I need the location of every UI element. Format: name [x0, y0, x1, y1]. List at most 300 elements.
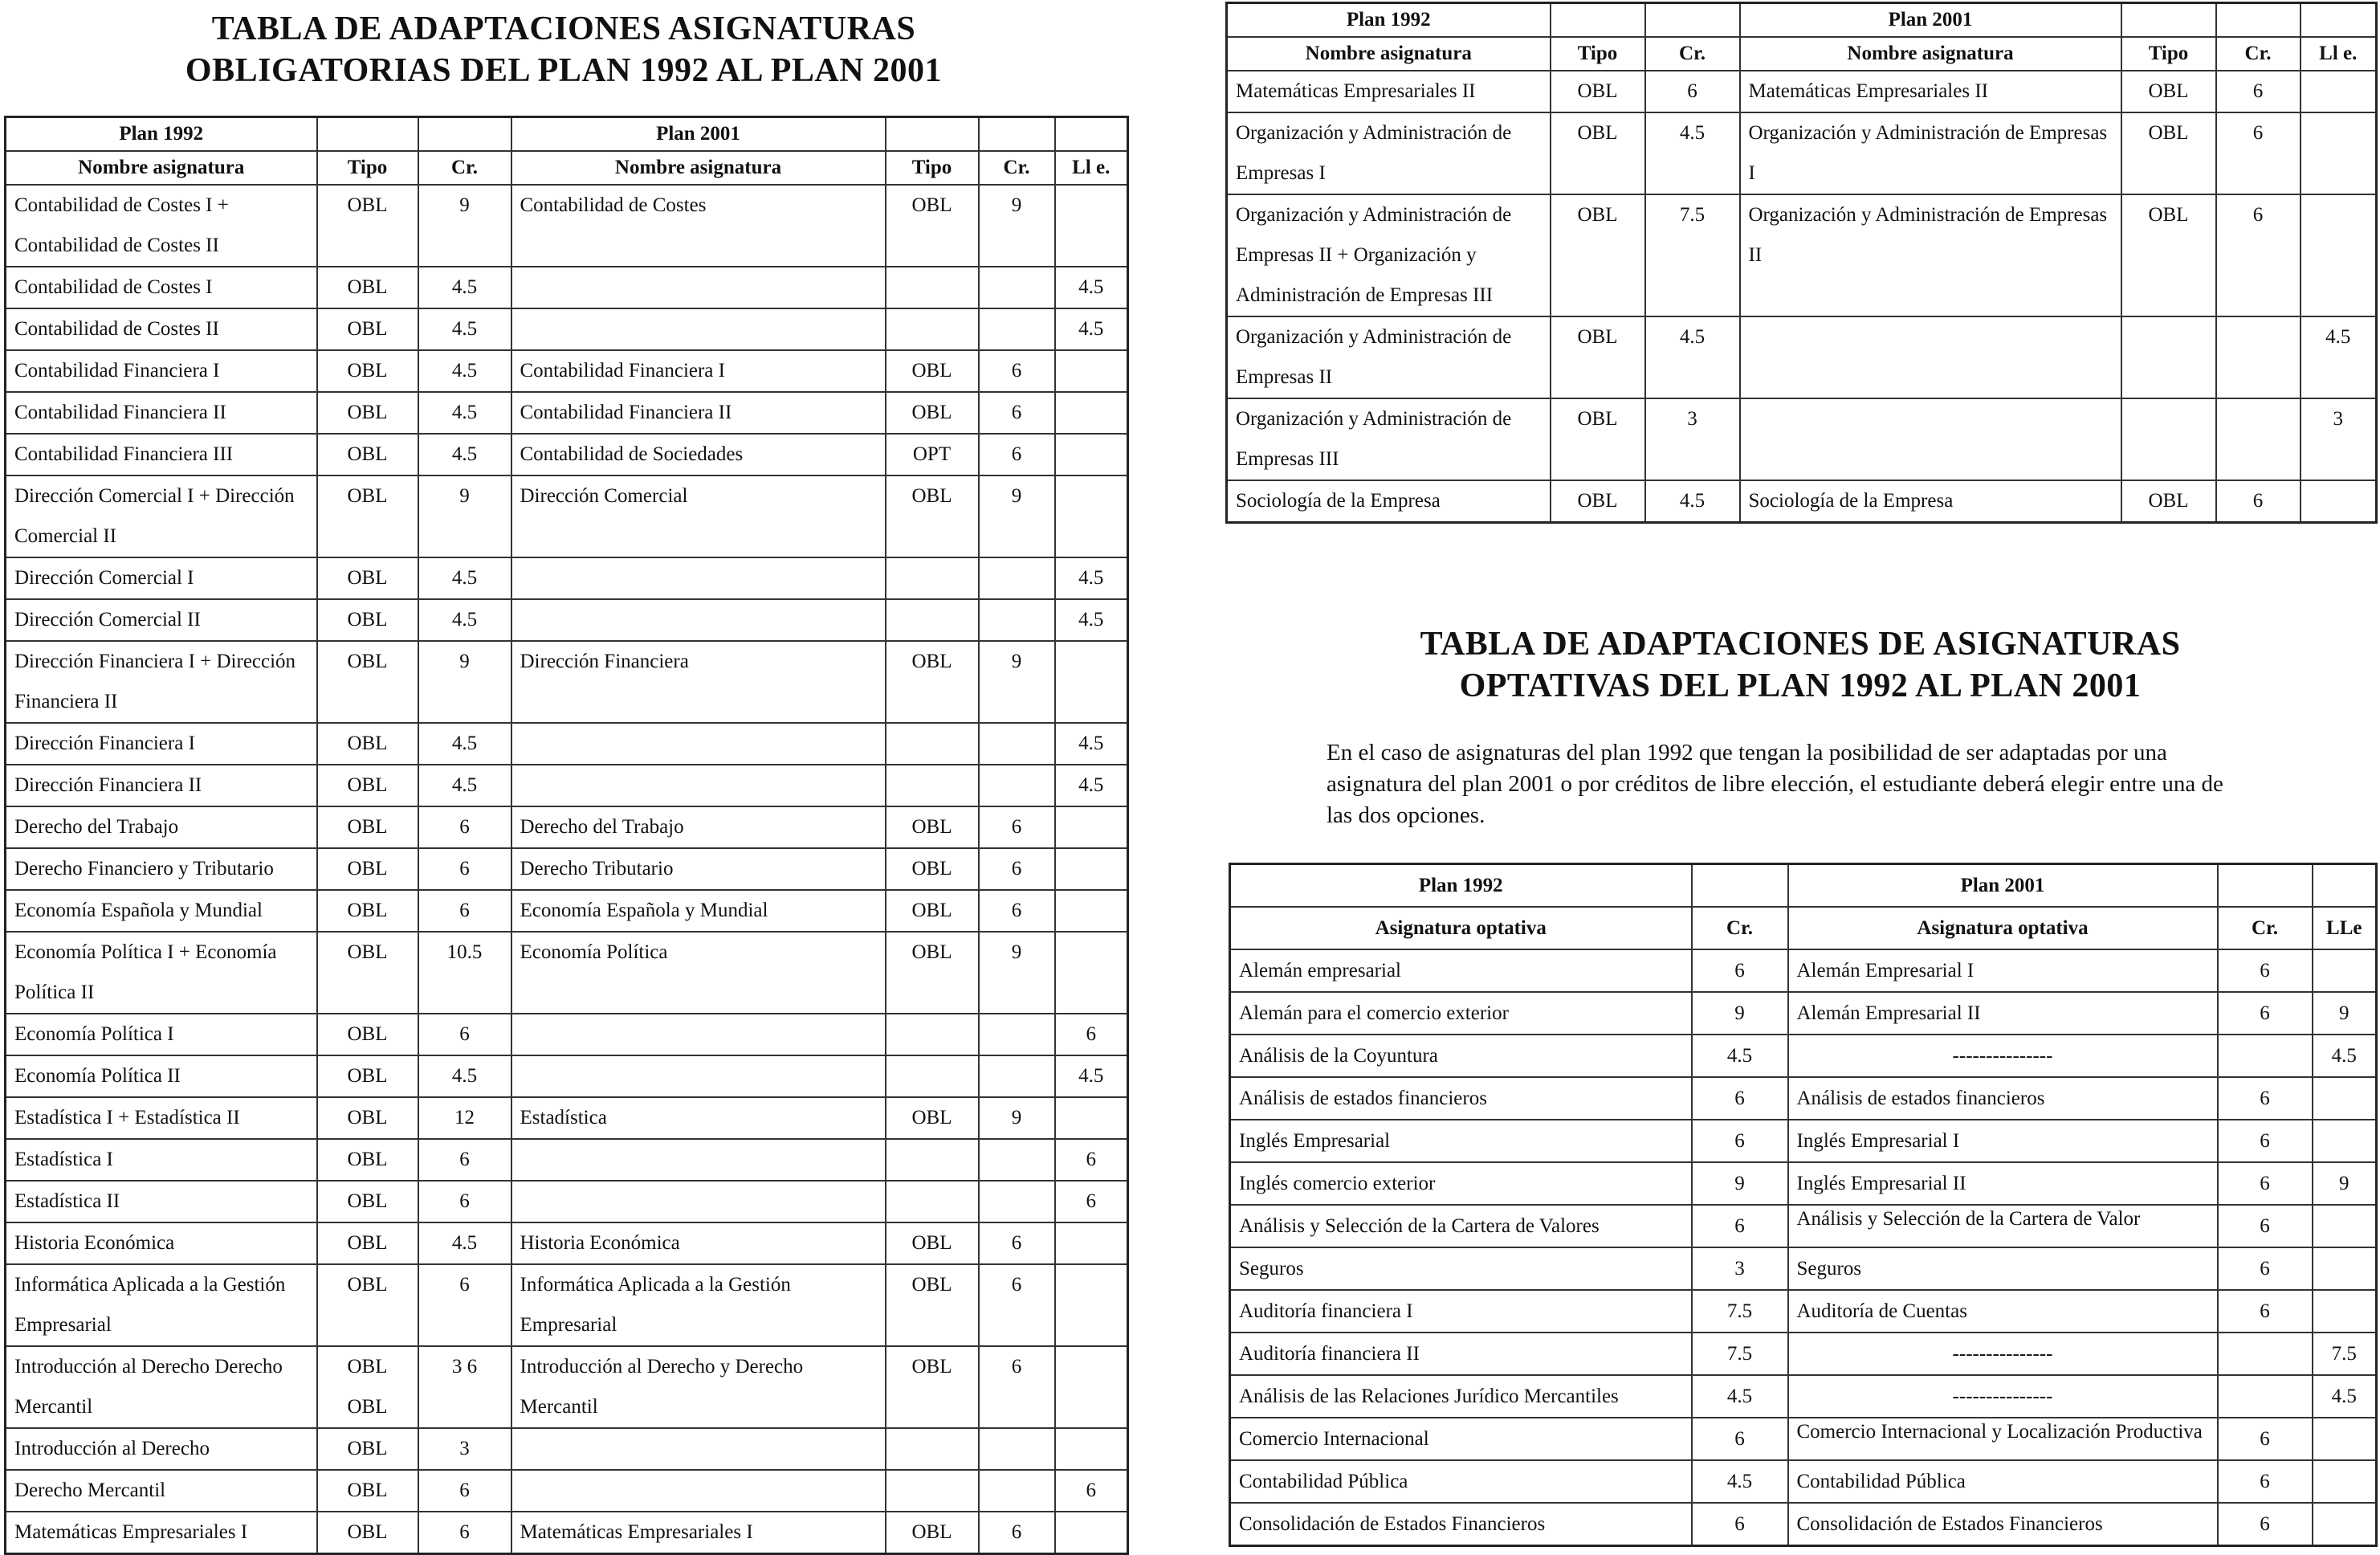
- free-credits: [1055, 641, 1128, 723]
- credits-2001: [979, 267, 1055, 308]
- subject-2001: Matemáticas Empresariales I: [511, 1512, 886, 1554]
- free-credits: [1055, 350, 1128, 392]
- header-lle: Ll e.: [2301, 37, 2377, 71]
- free-credits: 4.5: [1055, 267, 1128, 308]
- header-cr-2001: Cr.: [979, 151, 1055, 185]
- subject-1992: Análisis de estados financieros: [1230, 1077, 1692, 1120]
- subject-1992: Inglés comercio exterior: [1230, 1162, 1692, 1205]
- type-1992: OBL: [317, 434, 418, 475]
- header-cr-1992: Cr.: [1645, 37, 1740, 71]
- free-credits: [2313, 949, 2377, 992]
- header-cr-1992: Cr.: [1692, 907, 1788, 949]
- optativas-note: En el caso de asignaturas del plan 1992 que tengan la posibilidad de ser adaptadas por una asignatura del plan 2001 o por créditos de libre elección, el estudiante deberá elegir entre una de las dos opciones.: [1327, 740, 2223, 828]
- subject-2001: ---------------: [1788, 1035, 2218, 1077]
- credits-1992: 4.5: [418, 267, 511, 308]
- free-credits: [2313, 1120, 2377, 1162]
- type-2001: [2121, 398, 2216, 480]
- subject-1992: Contabilidad Financiera I: [6, 350, 317, 392]
- table-row: [1230, 1375, 2377, 1418]
- type-1992: OBL: [317, 932, 418, 1014]
- credits-2001: [979, 765, 1055, 806]
- type-1992: OBL: [317, 475, 418, 557]
- header-cr-2001: Cr.: [2216, 37, 2301, 71]
- table-row: [1230, 1162, 2377, 1205]
- obligatorias-table: [4, 116, 1129, 1555]
- header-blank: [1551, 3, 1645, 38]
- table-row: [6, 1139, 1128, 1181]
- type-1992: OBL: [317, 185, 418, 267]
- type-1992: OBL: [317, 1512, 418, 1554]
- table-row: [6, 1222, 1128, 1264]
- table-row: [1227, 112, 2377, 194]
- subject-1992: Inglés Empresarial: [1230, 1120, 1692, 1162]
- free-credits: 3: [2301, 398, 2377, 480]
- header-tipo-2001: Tipo: [886, 151, 979, 185]
- header-blank: [2218, 864, 2313, 908]
- free-credits: 4.5: [1055, 1055, 1128, 1097]
- type-1992: OBL: [317, 350, 418, 392]
- table-row: [1230, 1035, 2377, 1077]
- type-2001: [886, 308, 979, 350]
- credits-1992: 3: [1645, 398, 1740, 480]
- table-row: [6, 723, 1128, 765]
- type-2001: OBL: [886, 1222, 979, 1264]
- type-2001: OBL: [886, 806, 979, 848]
- table-row: [1227, 398, 2377, 480]
- subject-1992: Introducción al Derecho Derecho Mercantil: [6, 1346, 317, 1428]
- subject-1992: Auditoría financiera I: [1230, 1290, 1692, 1333]
- credits-2001: 6: [979, 434, 1055, 475]
- credits-2001: 6: [979, 848, 1055, 890]
- table-row: [6, 765, 1128, 806]
- free-credits: 4.5: [1055, 308, 1128, 350]
- credits-1992: 6: [418, 890, 511, 932]
- type-1992: OBL: [317, 1470, 418, 1512]
- subject-2001: ---------------: [1788, 1375, 2218, 1418]
- free-credits: 4.5: [1055, 557, 1128, 599]
- credits-1992: 9: [418, 641, 511, 723]
- subject-2001: Análisis de estados financieros: [1788, 1077, 2218, 1120]
- credits-2001: 6: [979, 1512, 1055, 1554]
- subject-2001: Contabilidad de Costes: [511, 185, 886, 267]
- type-1992: OBL: [1551, 194, 1645, 316]
- credits-1992: 4.5: [418, 434, 511, 475]
- subject-1992: Estadística I: [6, 1139, 317, 1181]
- credits-2001: 6: [2216, 194, 2301, 316]
- credits-1992: 4.5: [418, 1055, 511, 1097]
- table-row: [6, 267, 1128, 308]
- free-credits: [1055, 932, 1128, 1014]
- subject-2001: Sociología de la Empresa: [1740, 480, 2121, 523]
- header-cr-2001: Cr.: [2218, 907, 2313, 949]
- subject-1992: Organización y Administración de Empresas II + Organización y Administración de Empresas III: [1227, 194, 1551, 316]
- type-1992: OBL: [317, 1428, 418, 1470]
- free-credits: 4.5: [2313, 1035, 2377, 1077]
- credits-2001: 6: [2218, 1290, 2313, 1333]
- credits-2001: [979, 1055, 1055, 1097]
- type-2001: [886, 267, 979, 308]
- header-plan-1992: Plan 1992: [1227, 3, 1551, 38]
- subject-2001: [1740, 398, 2121, 480]
- left-page-title: TABLA DE ADAPTACIONES ASIGNATURAS OBLIGATORIAS DEL PLAN 1992 AL PLAN 2001: [185, 10, 943, 89]
- table-row: [6, 1097, 1128, 1139]
- type-2001: [886, 599, 979, 641]
- subject-1992: Organización y Administración de Empresas III: [1227, 398, 1551, 480]
- type-1992: OBL: [317, 1181, 418, 1222]
- type-2001: [886, 1428, 979, 1470]
- credits-1992: 4.5: [418, 557, 511, 599]
- table-row: [6, 1346, 1128, 1428]
- table-row: [6, 350, 1128, 392]
- table-row: [6, 475, 1128, 557]
- header-blank: [317, 117, 418, 152]
- free-credits: [2313, 1205, 2377, 1247]
- subject-2001: Inglés Empresarial I: [1788, 1120, 2218, 1162]
- credits-1992: 6: [1692, 1503, 1788, 1546]
- subject-2001: Economía Española y Mundial: [511, 890, 886, 932]
- subject-2001: Seguros: [1788, 1247, 2218, 1290]
- free-credits: [1055, 890, 1128, 932]
- subject-1992: Estadística I + Estadística II: [6, 1097, 317, 1139]
- credits-1992: 4.5: [418, 392, 511, 434]
- subject-2001: Matemáticas Empresariales II: [1740, 71, 2121, 112]
- obligatorias-continuation-body: [1227, 71, 2377, 523]
- subject-1992: Derecho Mercantil: [6, 1470, 317, 1512]
- table-row: [6, 1428, 1128, 1470]
- credits-2001: [979, 1428, 1055, 1470]
- free-credits: [2313, 1503, 2377, 1546]
- subject-1992: Alemán para el comercio exterior: [1230, 992, 1692, 1035]
- type-1992: OBL: [317, 1097, 418, 1139]
- subject-2001: Análisis y Selección de la Cartera de Valor: [1788, 1205, 2218, 1247]
- table-row: [1230, 1247, 2377, 1290]
- credits-1992: 4.5: [418, 1222, 511, 1264]
- header-blank: [418, 117, 511, 152]
- free-credits: 7.5: [2313, 1333, 2377, 1375]
- header-asignatura-2001: Asignatura optativa: [1788, 907, 2218, 949]
- type-2001: OBL: [886, 350, 979, 392]
- credits-1992: 6: [1692, 1120, 1788, 1162]
- free-credits: [2313, 1247, 2377, 1290]
- free-credits: [1055, 475, 1128, 557]
- subject-1992: Matemáticas Empresariales II: [1227, 71, 1551, 112]
- subject-1992: Dirección Comercial I + Dirección Comercial II: [6, 475, 317, 557]
- header-plan-2001: Plan 2001: [1788, 864, 2218, 908]
- obligatorias-continuation-table: [1225, 2, 2378, 524]
- subject-1992: Estadística II: [6, 1181, 317, 1222]
- credits-2001: 9: [979, 475, 1055, 557]
- table-row: [1230, 1503, 2377, 1546]
- header-plan-2001: Plan 2001: [511, 117, 886, 152]
- credits-2001: 6: [2218, 1418, 2313, 1460]
- type-2001: [886, 1055, 979, 1097]
- credits-1992: 4.5: [1645, 112, 1740, 194]
- credits-1992: 7.5: [1645, 194, 1740, 316]
- credits-1992: 6: [418, 1139, 511, 1181]
- credits-1992: 6: [1692, 1418, 1788, 1460]
- credits-1992: 7.5: [1692, 1333, 1788, 1375]
- credits-1992: 6: [418, 1014, 511, 1055]
- subject-2001: Derecho Tributario: [511, 848, 886, 890]
- subject-1992: Derecho del Trabajo: [6, 806, 317, 848]
- subject-2001: Introducción al Derecho y Derecho Mercantil: [511, 1346, 886, 1428]
- credits-2001: 6: [2218, 1162, 2313, 1205]
- type-1992: OBL: [1551, 112, 1645, 194]
- type-1992: OBL: [1551, 398, 1645, 480]
- table-row: [1227, 480, 2377, 523]
- table-row: [1230, 1460, 2377, 1503]
- subject-2001: Contabilidad Pública: [1788, 1460, 2218, 1503]
- subject-1992: Economía Política II: [6, 1055, 317, 1097]
- subject-1992: Dirección Comercial II: [6, 599, 317, 641]
- table-row: [6, 890, 1128, 932]
- type-1992: OBL: [317, 848, 418, 890]
- type-2001: [886, 765, 979, 806]
- header-blank: [979, 117, 1055, 152]
- subject-2001: Dirección Financiera: [511, 641, 886, 723]
- credits-2001: 9: [979, 932, 1055, 1014]
- free-credits: 4.5: [2313, 1375, 2377, 1418]
- credits-1992: 4.5: [418, 765, 511, 806]
- subject-1992: Análisis de la Coyuntura: [1230, 1035, 1692, 1077]
- type-2001: [886, 557, 979, 599]
- header-tipo-1992: Tipo: [1551, 37, 1645, 71]
- credits-2001: 6: [2218, 1247, 2313, 1290]
- credits-2001: 6: [2216, 112, 2301, 194]
- header-blank: [2313, 864, 2377, 908]
- free-credits: 4.5: [1055, 765, 1128, 806]
- subject-2001: [511, 765, 886, 806]
- free-credits: 6: [1055, 1139, 1128, 1181]
- free-credits: [2301, 71, 2377, 112]
- subject-1992: Sociología de la Empresa: [1227, 480, 1551, 523]
- free-credits: 4.5: [1055, 599, 1128, 641]
- free-credits: [1055, 848, 1128, 890]
- type-2001: OBL: [886, 890, 979, 932]
- subject-2001: Contabilidad Financiera I: [511, 350, 886, 392]
- subject-1992: Dirección Financiera I + Dirección Financiera II: [6, 641, 317, 723]
- type-2001: OBL: [2121, 71, 2216, 112]
- credits-1992: 3: [418, 1428, 511, 1470]
- table-row: [1227, 316, 2377, 398]
- subject-2001: Contabilidad Financiera II: [511, 392, 886, 434]
- type-1992: OBL: [317, 806, 418, 848]
- header-nombre-2001: Nombre asignatura: [1740, 37, 2121, 71]
- credits-2001: 6: [979, 806, 1055, 848]
- credits-1992: 10.5: [418, 932, 511, 1014]
- credits-2001: 6: [2216, 480, 2301, 523]
- subject-2001: Inglés Empresarial II: [1788, 1162, 2218, 1205]
- type-2001: OBL: [886, 1097, 979, 1139]
- credits-1992: 6: [1692, 949, 1788, 992]
- table-row: [6, 806, 1128, 848]
- subject-2001: [511, 557, 886, 599]
- type-2001: OBL: [886, 1346, 979, 1428]
- type-1992: OBL: [317, 392, 418, 434]
- free-credits: [2313, 1460, 2377, 1503]
- credits-2001: 6: [2218, 1503, 2313, 1546]
- credits-2001: [979, 599, 1055, 641]
- subject-2001: [511, 1470, 886, 1512]
- header-nombre-1992: Nombre asignatura: [6, 151, 317, 185]
- table-row: [6, 185, 1128, 267]
- table-row: [1230, 1077, 2377, 1120]
- subject-2001: [511, 1139, 886, 1181]
- type-1992: OBL: [317, 723, 418, 765]
- table-row: [1230, 1205, 2377, 1247]
- subject-1992: Análisis de las Relaciones Jurídico Mercantiles: [1230, 1375, 1692, 1418]
- free-credits: 4.5: [1055, 723, 1128, 765]
- type-2001: OBL: [886, 475, 979, 557]
- header-blank: [2301, 3, 2377, 38]
- credits-2001: 6: [2218, 1205, 2313, 1247]
- credits-1992: 9: [418, 475, 511, 557]
- header-nombre-1992: Nombre asignatura: [1227, 37, 1551, 71]
- right-page-title: TABLA DE ADAPTACIONES DE ASIGNATURAS OPTATIVAS DEL PLAN 1992 AL PLAN 2001: [1420, 626, 2181, 704]
- credits-2001: [979, 557, 1055, 599]
- header-blank: [1645, 3, 1740, 38]
- subject-1992: Análisis y Selección de la Cartera de Valores: [1230, 1205, 1692, 1247]
- type-1992: OBL: [317, 267, 418, 308]
- header-blank: [2121, 3, 2216, 38]
- subject-1992: Economía Española y Mundial: [6, 890, 317, 932]
- optativas-table: [1229, 863, 2378, 1547]
- credits-2001: 6: [2218, 992, 2313, 1035]
- credits-2001: 6: [2218, 949, 2313, 992]
- type-2001: OBL: [2121, 112, 2216, 194]
- credits-2001: 9: [979, 641, 1055, 723]
- credits-1992: 12: [418, 1097, 511, 1139]
- type-2001: OBL: [886, 641, 979, 723]
- free-credits: [1055, 1428, 1128, 1470]
- header-blank: [886, 117, 979, 152]
- type-2001: OBL: [886, 848, 979, 890]
- header-plan-1992: Plan 1992: [6, 117, 317, 152]
- type-2001: OBL: [886, 1512, 979, 1554]
- credits-2001: [2218, 1035, 2313, 1077]
- subject-2001: Organización y Administración de Empresas II: [1740, 194, 2121, 316]
- subject-1992: Dirección Financiera II: [6, 765, 317, 806]
- table-row: [1230, 1333, 2377, 1375]
- subject-2001: Comercio Internacional y Localización Productiva: [1788, 1418, 2218, 1460]
- credits-2001: [979, 723, 1055, 765]
- subject-2001: Auditoría de Cuentas: [1788, 1290, 2218, 1333]
- free-credits: [2301, 480, 2377, 523]
- subject-1992: Contabilidad de Costes I: [6, 267, 317, 308]
- free-credits: [1055, 1097, 1128, 1139]
- free-credits: 4.5: [2301, 316, 2377, 398]
- type-2001: [886, 1470, 979, 1512]
- credits-2001: [2218, 1375, 2313, 1418]
- free-credits: [1055, 1346, 1128, 1428]
- credits-1992: 6: [418, 1181, 511, 1222]
- type-2001: [886, 1014, 979, 1055]
- subject-1992: Introducción al Derecho: [6, 1428, 317, 1470]
- subject-1992: Comercio Internacional: [1230, 1418, 1692, 1460]
- credits-1992: 3: [1692, 1247, 1788, 1290]
- subject-1992: Economía Política I + Economía Política II: [6, 932, 317, 1014]
- subject-1992: Derecho Financiero y Tributario: [6, 848, 317, 890]
- free-credits: [2301, 194, 2377, 316]
- free-credits: 6: [1055, 1470, 1128, 1512]
- credits-2001: [2218, 1333, 2313, 1375]
- free-credits: [1055, 434, 1128, 475]
- type-2001: [886, 1181, 979, 1222]
- type-2001: OBL: [2121, 194, 2216, 316]
- credits-1992: 4.5: [418, 350, 511, 392]
- type-2001: [886, 1139, 979, 1181]
- credits-2001: 6: [979, 1222, 1055, 1264]
- subject-2001: [511, 1181, 886, 1222]
- subject-2001: Historia Económica: [511, 1222, 886, 1264]
- type-2001: OBL: [2121, 480, 2216, 523]
- header-asignatura-1992: Asignatura optativa: [1230, 907, 1692, 949]
- free-credits: 9: [2313, 1162, 2377, 1205]
- type-2001: OPT: [886, 434, 979, 475]
- subject-2001: [511, 723, 886, 765]
- subject-2001: Alemán Empresarial II: [1788, 992, 2218, 1035]
- free-credits: [1055, 392, 1128, 434]
- table-row: [6, 308, 1128, 350]
- subject-1992: Matemáticas Empresariales I: [6, 1512, 317, 1554]
- credits-2001: 9: [979, 185, 1055, 267]
- credits-1992: 9: [1692, 992, 1788, 1035]
- table-row: [6, 932, 1128, 1014]
- subject-2001: [511, 1055, 886, 1097]
- subject-2001: Informática Aplicada a la Gestión Empresarial: [511, 1264, 886, 1346]
- credits-2001: 6: [979, 890, 1055, 932]
- free-credits: 9: [2313, 992, 2377, 1035]
- subject-1992: Consolidación de Estados Financieros: [1230, 1503, 1692, 1546]
- subject-1992: Contabilidad Financiera III: [6, 434, 317, 475]
- subject-2001: [1740, 316, 2121, 398]
- subject-1992: Informática Aplicada a la Gestión Empresarial: [6, 1264, 317, 1346]
- credits-1992: 4.5: [418, 308, 511, 350]
- credits-1992: 3 6: [418, 1346, 511, 1428]
- subject-2001: [511, 1428, 886, 1470]
- header-cr-1992: Cr.: [418, 151, 511, 185]
- credits-1992: 6: [1692, 1077, 1788, 1120]
- free-credits: 6: [1055, 1014, 1128, 1055]
- credits-1992: 4.5: [1692, 1375, 1788, 1418]
- table-row: [6, 434, 1128, 475]
- subject-2001: Alemán Empresarial I: [1788, 949, 2218, 992]
- header-blank: [2216, 3, 2301, 38]
- credits-1992: 6: [418, 806, 511, 848]
- credits-1992: 6: [418, 848, 511, 890]
- credits-2001: [979, 1470, 1055, 1512]
- free-credits: [1055, 1264, 1128, 1346]
- subject-2001: Contabilidad de Sociedades: [511, 434, 886, 475]
- type-2001: [2121, 316, 2216, 398]
- type-2001: OBL: [886, 932, 979, 1014]
- table-row: [1230, 992, 2377, 1035]
- free-credits: [2313, 1290, 2377, 1333]
- table-row: [1227, 71, 2377, 112]
- subject-2001: Organización y Administración de Empresas I: [1740, 112, 2121, 194]
- subject-2001: [511, 599, 886, 641]
- credits-2001: 6: [979, 350, 1055, 392]
- table-row: [6, 1014, 1128, 1055]
- table-row: [6, 1264, 1128, 1346]
- free-credits: [2313, 1418, 2377, 1460]
- table-row: [6, 1055, 1128, 1097]
- type-1992: OBL: [1551, 71, 1645, 112]
- type-1992: OBL: [317, 557, 418, 599]
- credits-1992: 4.5: [418, 599, 511, 641]
- free-credits: [2301, 112, 2377, 194]
- subject-2001: ---------------: [1788, 1333, 2218, 1375]
